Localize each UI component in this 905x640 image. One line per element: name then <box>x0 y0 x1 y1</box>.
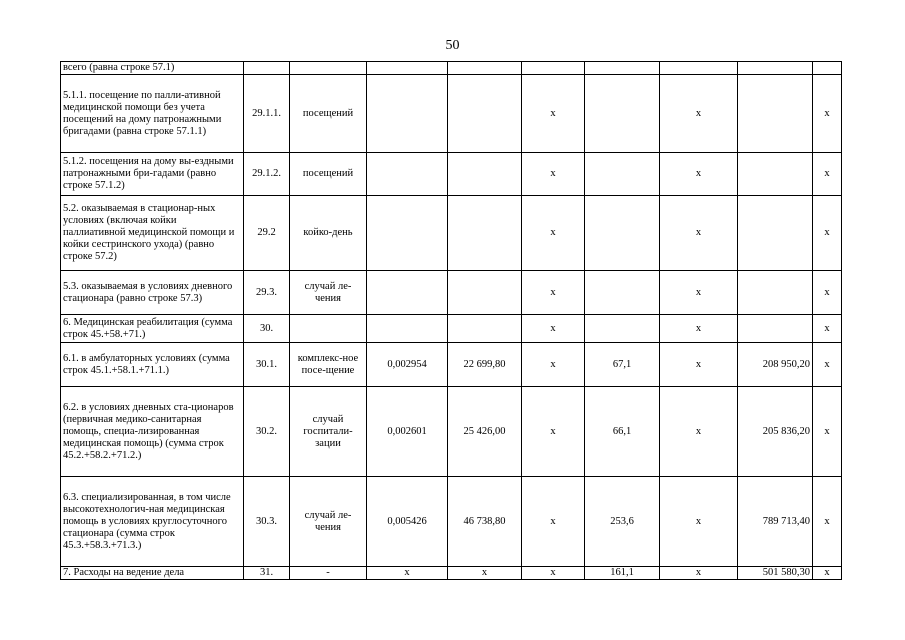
row-name: 5.1.1. посещение по палли-ативной медицинской помощи без учета посещений на дому патронажными бригадами (равна строке 57.1.1) <box>61 75 244 153</box>
cell-x-3: x <box>813 196 842 271</box>
row-unit: - <box>290 567 367 580</box>
row-unit <box>290 315 367 343</box>
cell-per-capita <box>585 196 660 271</box>
cell-total <box>738 153 813 196</box>
cell-x-2: x <box>660 477 738 567</box>
row-number: 30.3. <box>244 477 290 567</box>
table-row <box>61 387 842 477</box>
row-number: 29.1.1. <box>244 75 290 153</box>
cell-cost <box>448 75 522 153</box>
cell-x-2: x <box>660 271 738 315</box>
cell-x-3 <box>813 62 842 75</box>
table-row <box>61 271 842 315</box>
page-number: 50 <box>445 38 460 53</box>
row-number: 30.2. <box>244 387 290 477</box>
cell-cost <box>448 315 522 343</box>
cell-x-2: x <box>660 75 738 153</box>
cell-total <box>738 75 813 153</box>
cell-x-3: x <box>813 343 842 387</box>
row-number: 29.2 <box>244 196 290 271</box>
row-number <box>244 62 290 75</box>
cell-per-capita: 161,1 <box>585 567 660 580</box>
row-unit: посещений <box>290 75 367 153</box>
row-number: 31. <box>244 567 290 580</box>
cell-norm <box>367 196 448 271</box>
cell-x-2: x <box>660 567 738 580</box>
cell-x-3: x <box>813 271 842 315</box>
row-unit: койко-день <box>290 196 367 271</box>
cell-total <box>738 315 813 343</box>
cell-total <box>738 271 813 315</box>
cell-total <box>738 196 813 271</box>
cell-norm <box>367 315 448 343</box>
cell-cost <box>448 153 522 196</box>
cell-x-3: x <box>813 477 842 567</box>
row-unit: посещений <box>290 153 367 196</box>
row-name: всего (равна строке 57.1) <box>61 62 244 75</box>
cell-per-capita <box>585 315 660 343</box>
cell-norm <box>367 271 448 315</box>
table-row <box>61 343 842 387</box>
cell-norm <box>367 153 448 196</box>
cell-per-capita: 253,6 <box>585 477 660 567</box>
row-name: 5.2. оказываемая в стационар-ных условиях (включая койки паллиативной медицинской помощи и койки сестринского ухода) (равно строке 57.2) <box>61 196 244 271</box>
cell-x-2: x <box>660 387 738 477</box>
cell-total <box>738 62 813 75</box>
cell-norm: 0,002954 <box>367 343 448 387</box>
cell-total: 205 836,20 <box>738 387 813 477</box>
cell-x-3: x <box>813 387 842 477</box>
cell-x-1: x <box>522 567 585 580</box>
cell-norm: x <box>367 567 448 580</box>
cell-x-2: x <box>660 315 738 343</box>
row-unit: случай госпитали-зации <box>290 387 367 477</box>
row-name: 6.3. специализированная, в том числе высокотехнологич-ная медицинская помощь в условиях круглосуточного стационара (сумма строк 45.3.+58.3.+71.3.) <box>61 477 244 567</box>
report-table <box>60 61 842 580</box>
row-name: 7. Расходы на ведение дела <box>61 567 244 580</box>
row-number: 30.1. <box>244 343 290 387</box>
cell-per-capita <box>585 271 660 315</box>
cell-x-1: x <box>522 196 585 271</box>
cell-cost <box>448 62 522 75</box>
cell-x-1: x <box>522 153 585 196</box>
table-row <box>61 477 842 567</box>
cell-x-3: x <box>813 315 842 343</box>
table-row <box>61 196 842 271</box>
cell-x-2 <box>660 62 738 75</box>
cell-norm: 0,002601 <box>367 387 448 477</box>
cell-per-capita: 67,1 <box>585 343 660 387</box>
cell-x-3: x <box>813 153 842 196</box>
row-name: 6. Медицинская реабилитация (сумма строк 45.+58.+71.) <box>61 315 244 343</box>
row-name: 5.1.2. посещения на дому вы-ездными патронажными бри-гадами (равно строке 57.1.2) <box>61 153 244 196</box>
row-unit <box>290 62 367 75</box>
row-number: 29.3. <box>244 271 290 315</box>
table-row <box>61 75 842 153</box>
cell-total: 208 950,20 <box>738 343 813 387</box>
cell-x-3: x <box>813 75 842 153</box>
cell-x-1: x <box>522 477 585 567</box>
cell-x-3: x <box>813 567 842 580</box>
row-number: 29.1.2. <box>244 153 290 196</box>
table-row <box>61 153 842 196</box>
cell-per-capita <box>585 62 660 75</box>
cell-cost: 25 426,00 <box>448 387 522 477</box>
cell-cost <box>448 271 522 315</box>
cell-total: 501 580,30 <box>738 567 813 580</box>
cell-x-1: x <box>522 343 585 387</box>
cell-cost: 22 699,80 <box>448 343 522 387</box>
cell-norm <box>367 75 448 153</box>
table-row <box>61 315 842 343</box>
row-number: 30. <box>244 315 290 343</box>
cell-x-1: x <box>522 75 585 153</box>
cell-cost: x <box>448 567 522 580</box>
table-row <box>61 567 842 580</box>
cell-x-1: x <box>522 315 585 343</box>
row-name: 5.3. оказываемая в условиях дневного стационара (равно строке 57.3) <box>61 271 244 315</box>
cell-total: 789 713,40 <box>738 477 813 567</box>
cell-x-1: x <box>522 387 585 477</box>
row-name: 6.2. в условиях дневных ста-ционаров (первичная медико-санитарная помощь, специа-лизированная медицинская помощь) (сумма строк 45.2.+58.2.+71.2.) <box>61 387 244 477</box>
cell-norm <box>367 62 448 75</box>
cell-x-2: x <box>660 343 738 387</box>
cell-cost <box>448 196 522 271</box>
row-name: 6.1. в амбулаторных условиях (сумма строк 45.1.+58.1.+71.1.) <box>61 343 244 387</box>
cell-cost: 46 738,80 <box>448 477 522 567</box>
row-unit: случай ле-чения <box>290 477 367 567</box>
row-unit: комплекс-ное посе-щение <box>290 343 367 387</box>
cell-per-capita <box>585 153 660 196</box>
cell-per-capita: 66,1 <box>585 387 660 477</box>
table-row <box>61 62 842 75</box>
cell-x-1: x <box>522 271 585 315</box>
cell-norm: 0,005426 <box>367 477 448 567</box>
cell-x-2: x <box>660 153 738 196</box>
cell-x-2: x <box>660 196 738 271</box>
cell-x-1 <box>522 62 585 75</box>
cell-per-capita <box>585 75 660 153</box>
row-unit: случай ле-чения <box>290 271 367 315</box>
